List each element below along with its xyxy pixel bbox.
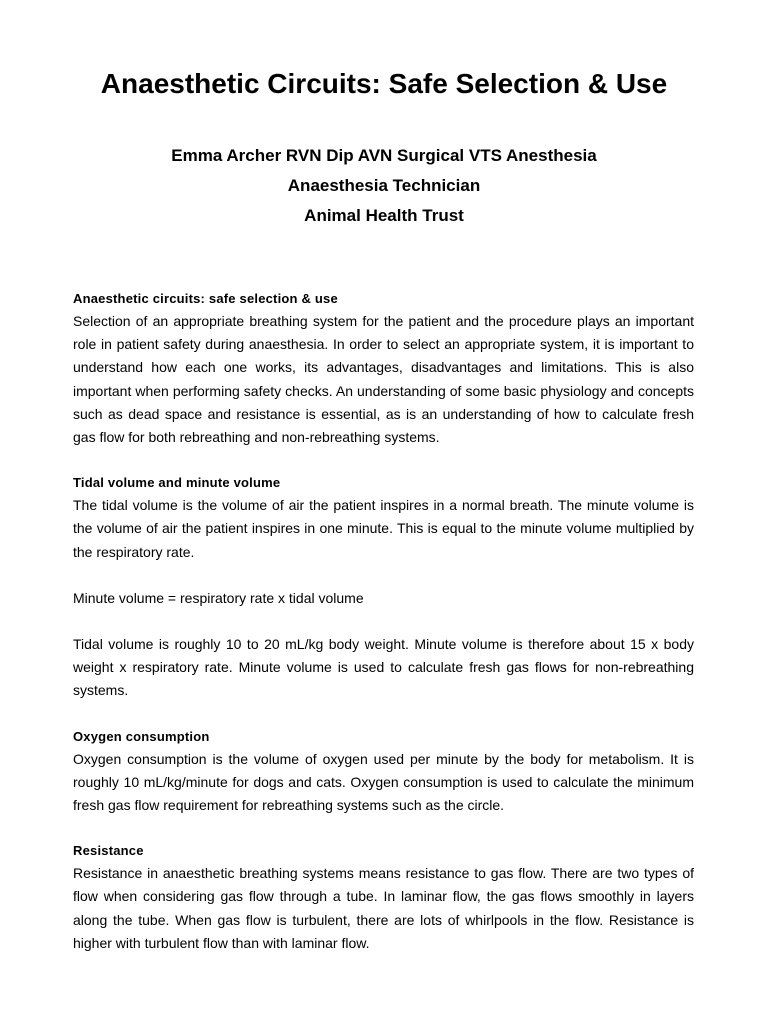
paragraph: Tidal volume is roughly 10 to 20 mL/kg body weight. Minute volume is therefore about 15 x body weight x respiratory rate. Minute volume is used to calculate fresh gas flows for non-rebreathing systems. xyxy=(73,636,694,699)
section-resistance xyxy=(73,839,694,955)
section-heading: Resistance xyxy=(73,843,144,859)
section-heading: Oxygen consumption xyxy=(73,728,210,744)
formula-line: Minute volume = respiratory rate x tidal volume xyxy=(73,589,364,606)
author-organization: Animal Health Trust xyxy=(304,206,464,225)
paragraph: The tidal volume is the volume of air the patient inspires in a normal breath. The minute volume is the volume of air the patient inspires in one minute. This is equal to the minute volume multiplied by the respiratory rate. xyxy=(73,497,694,560)
section-heading: Tidal volume and minute volume xyxy=(73,475,281,491)
section-circuits-intro xyxy=(73,287,694,449)
author-block xyxy=(0,141,768,231)
author-role: Anaesthesia Technician xyxy=(287,176,481,195)
section-heading: Anaesthetic circuits: safe selection & use xyxy=(73,291,338,306)
document-body xyxy=(73,287,694,977)
section-oxygen-consumption xyxy=(73,725,694,818)
section-tidal-minute-volume xyxy=(73,471,694,702)
paragraph: Resistance in anaesthetic breathing systems means resistance to gas flow. There are two types of flow when considering gas flow through a tube. In laminar flow, the gas flows smoothly in layers along the tube. When gas flow is turbulent, there are lots of whirlpools in the flow. Resistance is higher with turbulent flow than with laminar flow. xyxy=(73,865,694,951)
author-name: Emma Archer RVN Dip AVN Surgical VTS Anesthesia xyxy=(171,146,597,165)
paragraph: Oxygen consumption is the volume of oxygen used per minute by the body for metabolism. It is roughly 10 mL/kg/minute for dogs and cats. Oxygen consumption is used to calculate the minimum fresh gas flow requirement for rebreathing systems such as the circle. xyxy=(73,750,694,814)
document-title: Anaesthetic Circuits: Safe Selection & Use xyxy=(100,68,668,99)
paragraph: Selection of an appropriate breathing system for the patient and the procedure plays an important role in patient safety during anaesthesia. In order to select an appropriate system, it is important to understand how each one works, its advantages, disadvantages and limitations. This is also important when performing safety checks. An understanding of some basic physiology and concepts such as dead space and resistance is essential, as is an understanding of how to calculate fresh gas flow for both rebreathing and non-rebreathing systems. xyxy=(73,313,694,446)
